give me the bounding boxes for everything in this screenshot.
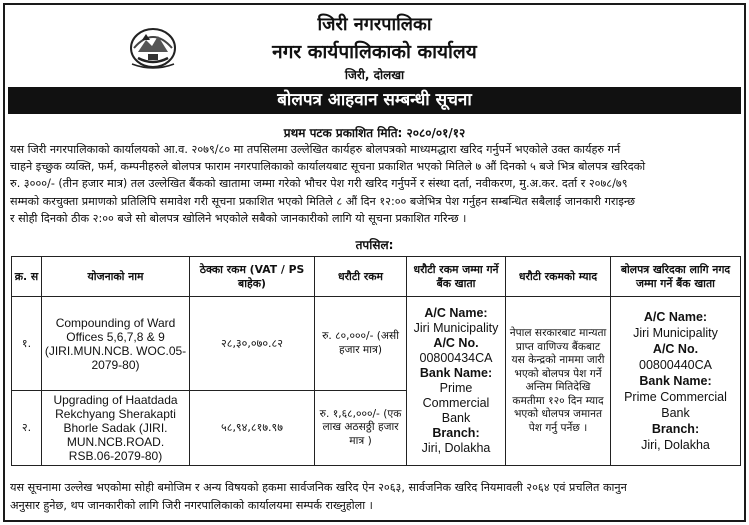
notice-line: रु. ३०००/- (तीन हजार मात्र) तल उल्लेखित बैंकको खातामा जम्मा गरेको भौचर पेश गरी खरिद गर्नुपर्ने र संस्था दर्ता, नवीकरण, मु.अ.कर. दर्ता र २०७८/७९ <box>10 177 628 191</box>
table-row <box>12 297 741 391</box>
notice-line: सम्मको करचुक्ता प्रमाणको प्रतिलिपि समावेश गरी सूचना प्रकाशित भएको मितिले ८ औं दिन १२:०० बजेभित्र पेश गर्नुहन सम्बन्धित सबैलाई जानकारी गराइन्छ <box>10 194 635 208</box>
notice-body <box>10 141 739 227</box>
deposit-ac-no-label: A/C No. <box>433 336 479 350</box>
purchase-ac-no-label: A/C No. <box>652 342 699 356</box>
table-header-row <box>12 257 741 297</box>
header-deposit-amount: धरौटी रकम <box>315 257 407 297</box>
purchase-ac-name: Jiri Municipality <box>633 326 718 340</box>
purchase-bank-name: Prime Commercial Bank <box>624 390 727 420</box>
deposit-ac-name: Jiri Municipality <box>413 321 499 335</box>
purchase-branch: Jiri, Dolakha <box>641 438 710 452</box>
row-sn: १. <box>12 297 42 391</box>
header-contract-amount: ठेक्का रकम (VAT / PS बाहेक) <box>190 257 315 297</box>
notice-line: चाहने इच्छुक व्यक्ति, फर्म, कम्पनीहरुले बोलपत्र फाराम नगरपालिकाको कार्यालयबाट सूचना प्रकाशित भएको मितिले ७ औं दिनको ५ बजे भित्र बोलपत्र खरिदको <box>10 160 646 174</box>
header-purchase-bank: बोलपत्र खरिदका लागि नगद जम्मा गर्ने बैंक खाता <box>611 257 741 297</box>
footer-line: अनुसार हुनेछ, थप जानकारीको लागि जिरी नगरपालिकाको कार्यालयमा सम्पर्क राख्नुहोला । <box>10 499 373 512</box>
notice-line: र सोही दिनको ठीक २:०० बजे सो बोलपत्र खोलिने भएकोले सबैको जानकारीको लागि यो सूचना प्रकाशित गरिन्छ । <box>10 211 467 225</box>
header-sn: क्र. स <box>12 257 42 297</box>
details-label: तपसिल: <box>355 238 394 252</box>
project-name: Compounding of Ward Offices 5,6,7,8 & 9 (JIRI.MUN.NCB. WOC.05-2079-80) <box>42 297 190 391</box>
deposit-bank-name: Prime Commercial Bank <box>422 381 490 425</box>
publish-date: प्रथम पटक प्रकाशित मिति: २०८०/०१/१२ <box>283 126 466 140</box>
contract-amount: २८,३०,०७०.८२ <box>190 297 315 391</box>
office-location: जिरी, दोलखा <box>344 68 405 82</box>
deposit-amount: रु. ८०,०००/- (असी हजार मात्र) <box>315 297 407 391</box>
municipality-name: जिरी नगरपालिका <box>317 14 432 35</box>
notice-line: यस जिरी नगरपालिकाको कार्यालयको आ.व. २०७९/८० मा तपसिलमा उल्लेखित कार्यहरु बोलपत्रको माध्यमद्धारा खरिद गर्नुपर्ने भएकोले उक्त कार्यहरु गर्न <box>10 143 621 156</box>
notice-title-banner: बोलपत्र आहवान सम्बन्धी सूचना <box>8 87 741 114</box>
deposit-bank-label: Bank Name: <box>419 366 493 380</box>
deposit-branch-label: Branch: <box>432 426 480 440</box>
tender-table <box>11 256 741 466</box>
deposit-bank-account <box>407 297 506 466</box>
header-deposit-bank: धरौटी रकम जम्मा गर्ने बैंक खाता <box>407 257 506 297</box>
header-deposit-validity: धरौटी रकमको म्याद <box>506 257 611 297</box>
deposit-validity-text: नेपाल सरकारबाट मान्यता प्राप्त वाणिज्य बैंकबाट यस केन्द्रको नाममा जारी भएको बोलपत्र पेश गर्ने अन्तिम मितिदेखि कमतीमा १२० दिन म्याद भएको धोलपत्र जमानत पेश गर्नु पर्नेछ । <box>506 297 611 466</box>
project-name: Upgrading of Haatdada Rekchyang Sherakapti Bhorle Sadak (JIRI. MUN.NCB.ROAD. RSB.06-2079-80) <box>42 391 190 466</box>
purchase-branch-label: Branch: <box>651 422 700 436</box>
office-name: नगर कार्यपालिकाको कार्यालय <box>272 41 477 63</box>
purchase-bank-account <box>611 297 741 466</box>
purchase-ac-no: 00800440CA <box>639 358 712 372</box>
header-project-name: योजनाको नाम <box>42 257 190 297</box>
purchase-bank-label: Bank Name: <box>639 374 712 388</box>
contract-amount: ५८,९४,८१७.९७ <box>190 391 315 466</box>
deposit-amount: रु. १,६८,०००/- (एक लाख अठसठ्ठी हजार मात्र ) <box>315 391 407 466</box>
deposit-branch: Jiri, Dolakha <box>421 441 491 455</box>
deposit-ac-name-label: A/C Name: <box>424 306 488 320</box>
row-sn: २. <box>12 391 42 466</box>
footer-line: यस सूचनामा उल्लेख भएकोमा सोही बमोजिम र अन्य विषयको हकमा सार्वजनिक खरिद ऐन २०६३, सार्वजनिक खरिद नियमावली २०६४ एवं प्रचलित कानुन <box>10 481 627 494</box>
deposit-ac-no: 00800434CA <box>419 351 493 365</box>
footer-note <box>10 479 739 515</box>
purchase-ac-name-label: A/C Name: <box>643 310 708 324</box>
